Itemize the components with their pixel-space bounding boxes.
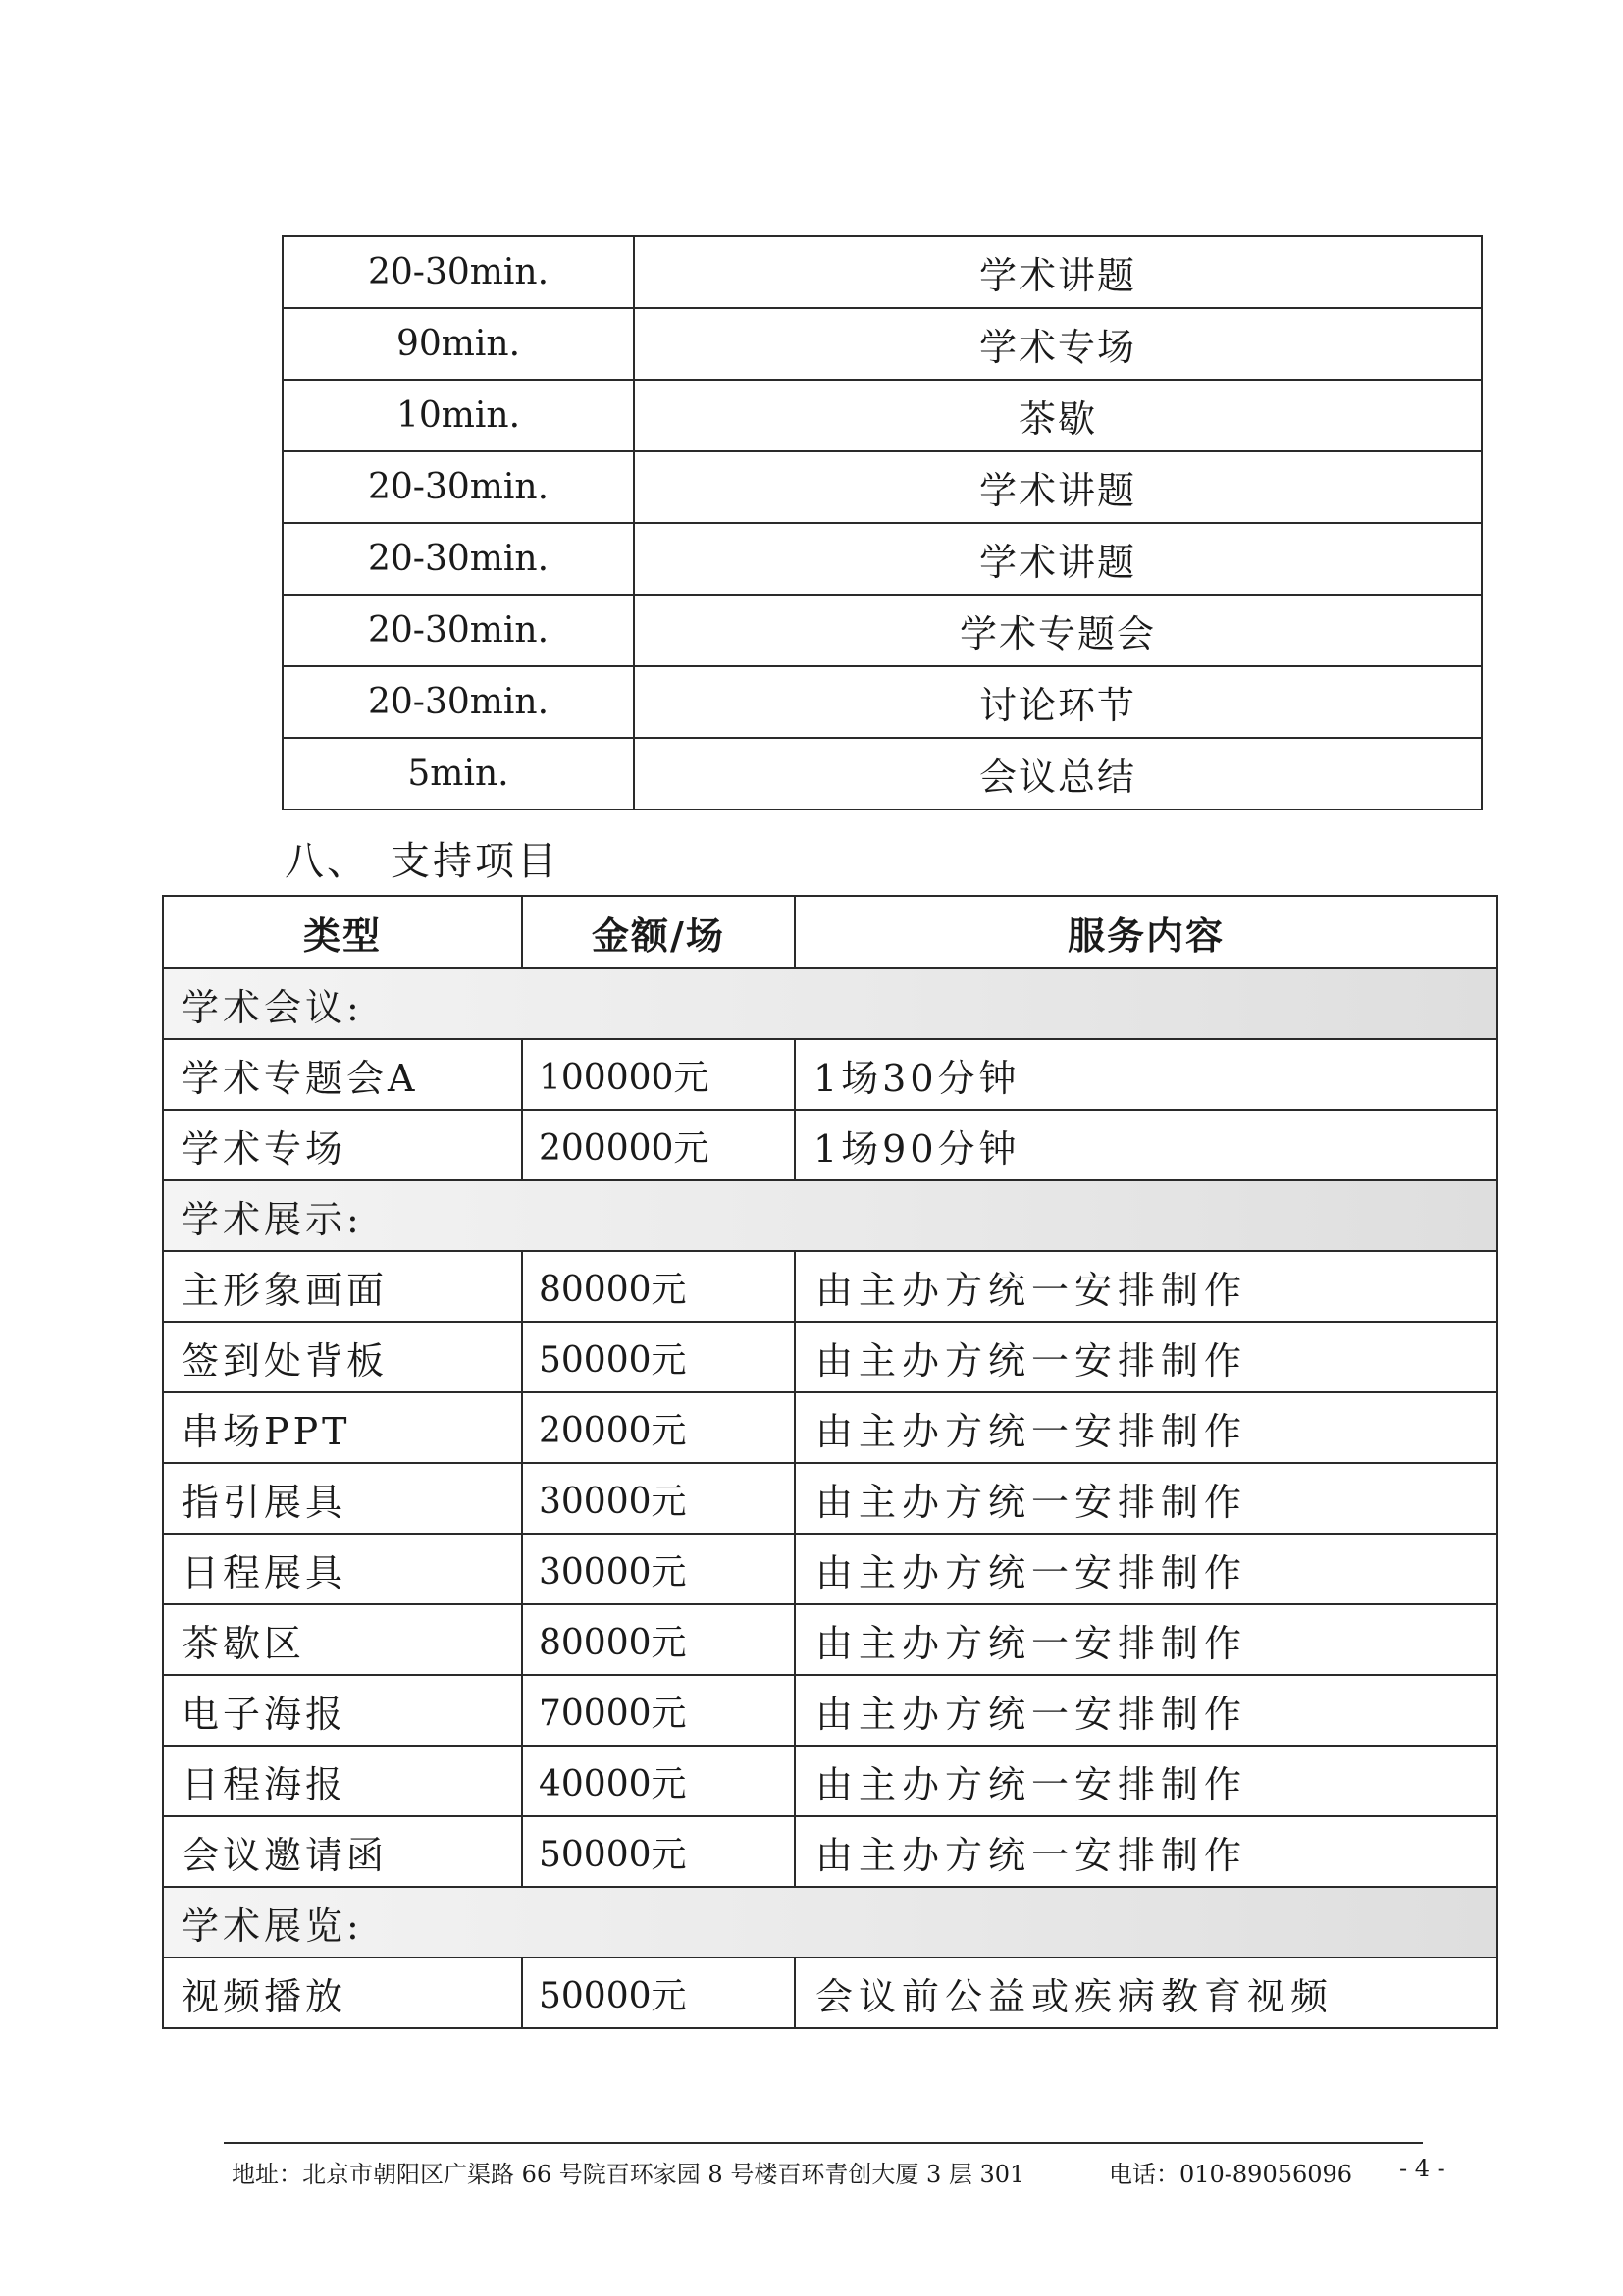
table-row xyxy=(163,1110,1497,1180)
item-amount: 50000元 xyxy=(522,1957,795,2028)
section-heading xyxy=(285,832,559,891)
item-type: 日程海报 xyxy=(163,1746,522,1816)
category-row xyxy=(163,1180,1497,1251)
item-type: 学术专题会A xyxy=(163,1039,522,1110)
item-type: 串场PPT xyxy=(163,1392,522,1463)
footer-divider xyxy=(224,2142,1423,2144)
item-amount: 50000元 xyxy=(522,1322,795,1392)
header-row xyxy=(163,896,1497,968)
table-row xyxy=(163,1675,1497,1746)
item-amount: 50000元 xyxy=(522,1816,795,1887)
item-type: 茶歇区 xyxy=(163,1604,522,1675)
schedule-duration: 20-30min. xyxy=(283,595,634,666)
item-service: 由主办方统一安排制作 xyxy=(795,1463,1497,1534)
item-amount: 80000元 xyxy=(522,1604,795,1675)
schedule-item: 学术讲题 xyxy=(634,236,1482,308)
item-type: 日程展具 xyxy=(163,1534,522,1604)
schedule-item: 学术专场 xyxy=(634,308,1482,380)
table-row xyxy=(163,1604,1497,1675)
section-title: 支持项目 xyxy=(391,839,559,884)
header-type: 类型 xyxy=(163,896,522,968)
schedule-item: 学术讲题 xyxy=(634,451,1482,523)
schedule-item: 讨论环节 xyxy=(634,666,1482,738)
table-row xyxy=(163,1534,1497,1604)
schedule-item: 学术讲题 xyxy=(634,523,1482,595)
item-amount: 100000元 xyxy=(522,1039,795,1110)
schedule-body xyxy=(283,236,1482,809)
item-amount: 30000元 xyxy=(522,1463,795,1534)
section-number: 八、 xyxy=(285,839,369,884)
schedule-row xyxy=(283,666,1482,738)
item-service: 1场30分钟 xyxy=(795,1039,1497,1110)
schedule-row xyxy=(283,380,1482,451)
table-row xyxy=(163,1463,1497,1534)
item-service: 由主办方统一安排制作 xyxy=(795,1604,1497,1675)
table-row xyxy=(163,1816,1497,1887)
item-type: 电子海报 xyxy=(163,1675,522,1746)
item-service: 由主办方统一安排制作 xyxy=(795,1251,1497,1322)
item-service: 由主办方统一安排制作 xyxy=(795,1392,1497,1463)
schedule-item: 茶歇 xyxy=(634,380,1482,451)
category-label: 学术会议: xyxy=(163,968,1497,1039)
item-service: 由主办方统一安排制作 xyxy=(795,1322,1497,1392)
footer-address: 地址：北京市朝阳区广渠路 66 号院百环家园 8 号楼百环青创大厦 3 层 301 xyxy=(232,2161,1025,2188)
item-service: 由主办方统一安排制作 xyxy=(795,1534,1497,1604)
item-type: 签到处背板 xyxy=(163,1322,522,1392)
support-table-header xyxy=(163,896,1497,968)
table-row xyxy=(163,1746,1497,1816)
table-row xyxy=(163,1251,1497,1322)
schedule-duration: 10min. xyxy=(283,380,634,451)
schedule-duration: 5min. xyxy=(283,738,634,809)
category-row xyxy=(163,968,1497,1039)
item-service: 由主办方统一安排制作 xyxy=(795,1675,1497,1746)
schedule-duration: 20-30min. xyxy=(283,666,634,738)
item-service: 由主办方统一安排制作 xyxy=(795,1816,1497,1887)
item-type: 视频播放 xyxy=(163,1957,522,2028)
schedule-row xyxy=(283,308,1482,380)
category-label: 学术展览: xyxy=(163,1887,1497,1957)
item-service: 1场90分钟 xyxy=(795,1110,1497,1180)
category-label: 学术展示: xyxy=(163,1180,1497,1251)
schedule-row xyxy=(283,451,1482,523)
item-type: 指引展具 xyxy=(163,1463,522,1534)
schedule-row xyxy=(283,595,1482,666)
schedule-item: 会议总结 xyxy=(634,738,1482,809)
header-service: 服务内容 xyxy=(795,896,1497,968)
item-service: 会议前公益或疾病教育视频 xyxy=(795,1957,1497,2028)
header-amount: 金额/场 xyxy=(522,896,795,968)
category-row xyxy=(163,1887,1497,1957)
item-amount: 200000元 xyxy=(522,1110,795,1180)
schedule-row xyxy=(283,523,1482,595)
item-type: 主形象画面 xyxy=(163,1251,522,1322)
item-service: 由主办方统一安排制作 xyxy=(795,1746,1497,1816)
item-amount: 20000元 xyxy=(522,1392,795,1463)
footer-phone: 电话：010-89056096 xyxy=(1109,2161,1353,2188)
schedule-duration: 20-30min. xyxy=(283,523,634,595)
table-row xyxy=(163,1957,1497,2028)
item-amount: 30000元 xyxy=(522,1534,795,1604)
table-row xyxy=(163,1322,1497,1392)
item-type: 学术专场 xyxy=(163,1110,522,1180)
page-footer xyxy=(232,2155,1458,2194)
item-amount: 70000元 xyxy=(522,1675,795,1746)
schedule-table xyxy=(282,235,1483,810)
schedule-row xyxy=(283,738,1482,809)
support-table xyxy=(162,895,1498,2029)
schedule-duration: 90min. xyxy=(283,308,634,380)
table-row xyxy=(163,1039,1497,1110)
item-amount: 40000元 xyxy=(522,1746,795,1816)
page-number: - 4 - xyxy=(1399,2155,1445,2182)
item-amount: 80000元 xyxy=(522,1251,795,1322)
table-row xyxy=(163,1392,1497,1463)
schedule-row xyxy=(283,236,1482,308)
schedule-duration: 20-30min. xyxy=(283,236,634,308)
support-table-body xyxy=(163,968,1497,2028)
schedule-duration: 20-30min. xyxy=(283,451,634,523)
schedule-item: 学术专题会 xyxy=(634,595,1482,666)
item-type: 会议邀请函 xyxy=(163,1816,522,1887)
